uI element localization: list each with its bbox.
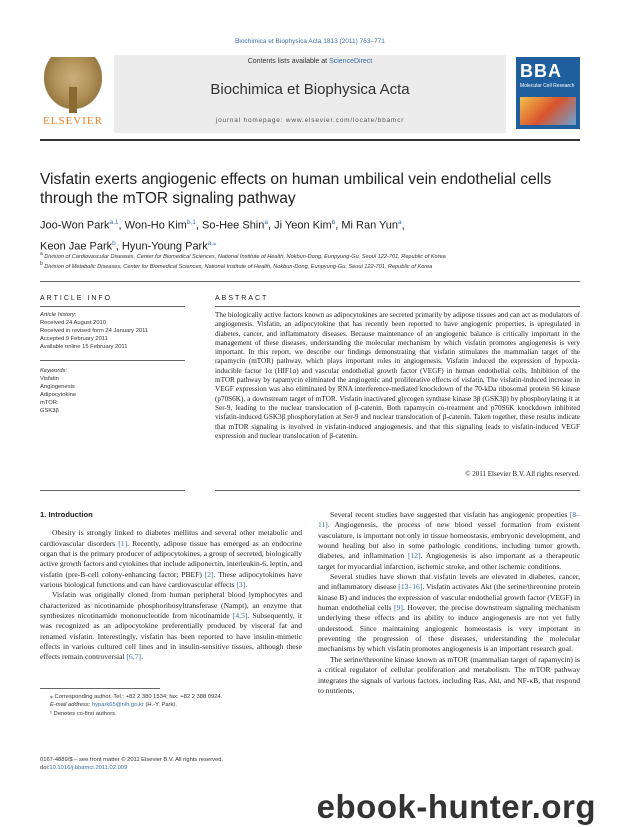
history-label: Article history: xyxy=(40,312,77,318)
author-name[interactable]: Ji Yeon Kim xyxy=(274,219,332,232)
history-item: Received 24 August 2010 xyxy=(40,320,107,326)
abstract-bottom-rule xyxy=(215,490,580,491)
author-name[interactable]: So-Hee Shin xyxy=(202,219,265,232)
body-left-column xyxy=(40,510,302,663)
affiliation-rule xyxy=(40,281,580,282)
author-affiliation-marker[interactable]: b,1 xyxy=(186,219,196,226)
contents-line xyxy=(114,58,506,65)
abstract-text: The biologically active factors known as adipocytokines are secreted primarily by adipose tissues and can act as modulators of angiogenesis. Visfatin, an adipocytokine that has recently been reported to have angiogenic properties, is upregulated in diabetes, cancer, and inflammatory diseases. Because maintenance of an angiogenic balance is critically important in the management of these diseases, understanding the molecular mechanism by which visfatin promotes angiogenesis is very important. In this report, we describe our findings demonstrating that visfatin stimulates the mammalian target of the rapamycin (mTOR) pathway, which plays important roles in angiogenesis. Visfatin induced the expression of hypoxia-inducible factor 1α (HIF1α) and vascular endothelial growth factor (VEGF) in human endothelial cells. Inhibition of the mTOR pathway by rapamycin eliminated the angiogenic and proliferative effects of visfatin. The visfatin-induced increase in VEGF expression was also eliminated by RNA interference-mediated knockdown of the 70-kDa ribosomal protein S6 kinase (p70S6K), a downstream target of mTOR. Visfatin inactivated glycogen synthase kinase 3β (GSK3β) by phosphorylating it at Ser-9, leading to the nuclear translocation of β-catenin. Both rapamycin co-treatment and p70S6K knockdown inhibited visfatin-induced GSK3β phosphorylation at Ser-9 and nuclear translocation of β-catenin. Taken together, these results indicate that mTOR signaling is involved in visfatin-induced angiogenesis, and that this signaling leads to visfatin-induced VEGF expression and nuclear translocation of β-catenin. xyxy=(215,311,580,440)
tree-trunk-icon xyxy=(69,87,77,113)
doi-line xyxy=(40,764,302,772)
author-affiliation-marker[interactable]: a,⁎ xyxy=(207,239,217,247)
history-item: Received in revised form 24 January 2011 xyxy=(40,328,149,334)
section-heading: 1. Introduction xyxy=(40,510,93,519)
author-affiliation-marker[interactable]: b xyxy=(331,219,336,226)
journal-cover[interactable] xyxy=(516,57,580,129)
co-first-author-note: ¹ Denotes co-first authors. xyxy=(50,710,117,717)
affiliation-marker: b xyxy=(40,261,43,267)
article-info-heading: ARTICLE INFO xyxy=(40,295,113,302)
history-item: Available online 15 February 2011 xyxy=(40,344,128,350)
abstract-heading: ABSTRACT xyxy=(215,295,269,302)
issn-line: 0167-4889/$ – see front matter © 2011 Elsevier B.V. All rights reserved. xyxy=(40,757,224,763)
keyword: Adipocytokine xyxy=(40,392,77,398)
cover-art-icon xyxy=(520,97,576,125)
author-affiliation-marker[interactable]: b xyxy=(112,239,116,247)
keyword: Visfatin xyxy=(40,376,59,382)
body-paragraph: The serine/threonine kinase known as mTOR (mammalian target of rapamycin) is a critical regulator of cellular proliferation and metabolism. The mTOR pathway integrates the signals of various factors, including Ras, Akt, and NF-κB, that respond to nutrients, xyxy=(318,654,580,695)
history-item: Accepted 9 February 2011 xyxy=(40,336,108,342)
cover-title: BBA xyxy=(520,61,562,81)
article-title: Visfatin exerts angiogenic effects on human umbilical vein endothelial cells through the mTOR signaling pathway xyxy=(40,171,552,207)
author-name[interactable]: Won-Ho Kim xyxy=(124,219,187,232)
author-name[interactable]: Joo-Won Park xyxy=(40,219,110,232)
author-list: Joo-Won Park$^{a,1}$, Won-Ho Kim$^{b,1}$, So-Hee Shin$^a$, Ji Yeon Kim$^b$, Mi Ran Yun$^a$, Keon Jae Park$^b$, Hyun-Young Park$^{a,⁎}$ xyxy=(40,219,405,253)
contents-prefix: Contents lists available at xyxy=(247,58,330,65)
affiliation-text: Division of Cardiovascular Diseases, Center for Biomedical Sciences, National Institute of Health, Nokbun-Dong, Eunpyung-Gu, Seoul 122-701, Republic of Korea xyxy=(44,253,446,260)
masthead xyxy=(40,55,580,133)
article-info-rule xyxy=(40,306,185,307)
citation-link[interactable]: [6,7] xyxy=(126,652,142,662)
article-history xyxy=(40,311,185,351)
body-right-column xyxy=(318,510,580,696)
abstract-copyright: © 2011 Elsevier B.V. All rights reserved. xyxy=(465,470,580,478)
journal-citation[interactable]: Biochimica et Biophysica Acta 1813 (2011) 763–771 xyxy=(235,38,385,45)
doi-prefix: doi: xyxy=(40,765,50,772)
watermark-text: ebook-hunter.org xyxy=(316,788,596,825)
info-bottom-rule xyxy=(40,490,185,491)
author-affiliation-marker[interactable]: a,1 xyxy=(109,219,119,226)
keyword: Angiogenesis xyxy=(40,384,75,390)
affiliation-marker: a xyxy=(40,251,43,257)
keywords xyxy=(40,367,185,415)
abstract-rule xyxy=(215,306,580,307)
journal-header-box xyxy=(114,55,506,133)
author-name[interactable]: Hyun-Young Park xyxy=(121,240,208,253)
citation-link[interactable]: [13–16] xyxy=(398,582,423,592)
citation-link[interactable]: [12] xyxy=(407,551,421,561)
email-note xyxy=(40,701,302,709)
citation-link[interactable]: [2] xyxy=(204,569,214,579)
journal-title: Biochimica et Biophysica Acta xyxy=(210,81,410,98)
body-paragraph: Several studies have shown that visfatin levels are elevated in diabetes, cancer, and inflammatory disease [13–16]. Visfatin activates Akt (the serine/threonine protein kinase B) and induces the expression of vascular endothelial growth factor (VEGF) in human endothelial cells [9]. However, the precise downstream signaling mechanism underlying these effects and its ability to induce angiogenesis are not yet fully understood. Since maintaining angiogenic homeostasis is very important in preventing the progression of these diseases, understanding the molecular mechanisms by which visfatin promotes angiogenesis is an important research goal. xyxy=(318,572,581,654)
citation-link[interactable]: [1] xyxy=(118,538,128,548)
body-paragraph: Several recent studies have suggested that visfatin has angiogenic properties [8–11]. Angiogenesis, the process of new blood vessel formation from existent vasculature, is important not only in tissue homeostasis, embryonic development, and wound healing but also in some pathologic conditions, including tumor growth, diabetes, and inflammation [12]. Angiogenesis is also important as a therapeutic target for myocardial infarction, ischemic stroke, and other ischemic conditions. xyxy=(318,510,581,571)
keywords-label: Keywords: xyxy=(40,368,68,374)
history-rule xyxy=(40,360,185,361)
issn-block xyxy=(40,756,302,773)
citation-link[interactable]: [4,5] xyxy=(232,611,248,621)
email-label: E-mail address: xyxy=(50,702,92,709)
affiliation-a xyxy=(40,251,580,260)
email-link[interactable]: hypark65@nih.go.kr xyxy=(91,702,144,709)
citation-link[interactable]: [8–11] xyxy=(318,510,580,530)
body-paragraph: Visfatin was originally cloned from human peripheral blood lymphocytes and characterized as nicotinamide phosphoribosyltransferase (Nampt), an enzyme that synthesizes nicotinamide mononucleotide from nicotinamide [4,5]. Subsequently, it was recognized as an adipocytokine preferentially produced by visceral fat and renamed visfatin. Interestingly, visfatin has been reported to have insulin-mimetic effects in various cultured cell lines and in insulin-sensitive tissues, although these effects remain controversial [6,7]. xyxy=(40,590,302,662)
author-affiliation-marker[interactable]: a xyxy=(398,219,402,226)
author-name[interactable]: Mi Ran Yun xyxy=(341,219,399,232)
sciencedirect-link[interactable]: ScienceDirect xyxy=(329,58,373,65)
author-affiliation-marker[interactable]: a xyxy=(264,219,268,226)
author-name[interactable]: Keon Jae Park xyxy=(40,240,113,253)
corresponding-author-note: ⁎ Corresponding author. Tel.: +82 2 380 1534; fax: +82 2 388 0924. xyxy=(50,694,223,700)
elsevier-logo[interactable] xyxy=(40,57,106,129)
citation-link[interactable]: [3] xyxy=(236,580,246,590)
footnote-rule xyxy=(40,688,160,689)
footnotes xyxy=(40,693,302,718)
keyword: mTOR xyxy=(40,400,57,406)
email-suffix: (H.-Y. Park). xyxy=(143,702,177,709)
keyword: GSK3β xyxy=(40,408,59,414)
publisher-name: ELSEVIER xyxy=(43,115,103,127)
header-rule xyxy=(40,139,580,141)
doi-link[interactable]: 10.1016/j.bbamcr.2011.02.009 xyxy=(49,765,128,772)
journal-homepage[interactable]: journal homepage: www.elsevier.com/locate/bbamcr xyxy=(215,117,405,124)
body-paragraph: Obesity is strongly linked to diabetes mellitus and several other metabolic and cardiovascular disorders [1]. Recently, adipose tissue has emerged as an endocrine organ that is the primary producer of adipocytokines, a group of secreted, biologically active growth factors and cytokines that include adiponectin, interleukin-6, leptin, and visfatin (pre-B-cell colony-enhancing factor; PBEF) [2]. These adipocytokines have various biological functions and can have cardiovascular effects [3]. xyxy=(40,528,302,590)
affiliation-text: Division of Metabolic Diseases, Center for Biomedical Sciences, National Institute of Health, Nokbun-Dong, Eunpyung-Gu, Seoul 122-701, Republic of Korea xyxy=(44,263,433,270)
citation-link[interactable]: [9] xyxy=(394,603,403,613)
cover-subtitle: Molecular Cell Research xyxy=(520,83,575,89)
affiliation-b xyxy=(40,261,580,270)
